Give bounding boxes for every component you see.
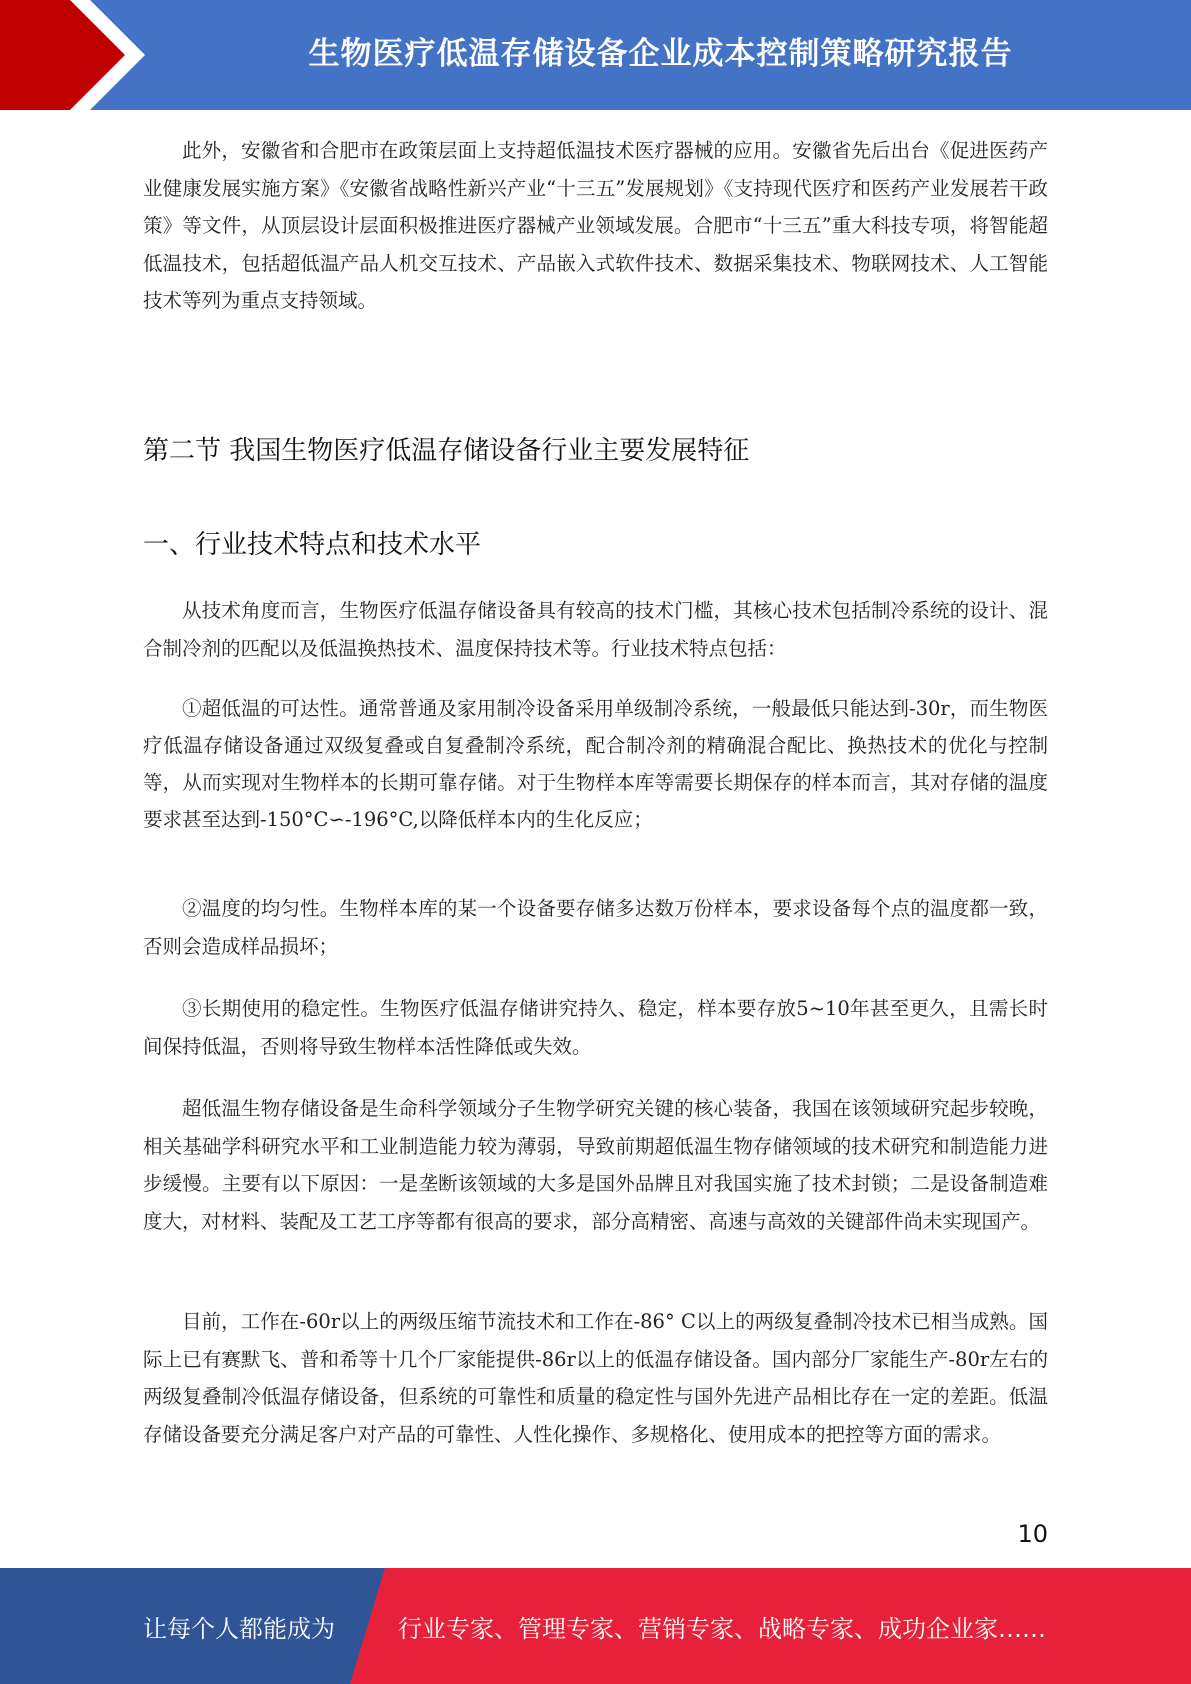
paragraph-p6-block (143, 1303, 1048, 1453)
chevron-logo-icon (0, 0, 160, 110)
paragraph-tech-overview: 从技术角度而言，生物医疗低温存储设备具有较高的技术门槛，其核心技术包括制冷系统的设计、混合制冷剂的匹配以及低温换热技术、温度保持技术等。行业技术特点包括： (143, 599, 1048, 660)
paragraph-current-tech: 目前，工作在-60r以上的两级压缩节流技术和工作在-86° C以上的两级复叠制冷技术已相当成熟。国际上已有赛默飞、普和希等十几个厂家能提供-86r以上的低温存储设备。国内部分厂家能生产-80r左右的两级复叠制冷低温存储设备，但系统的可靠性和质量的稳定性与国外先进产品相比存在一定的差距。低温存储设备要充分满足客户对产品的可靠性、人性化操作、多规格化、使用成本的把控等方面的需求。 (143, 1310, 1048, 1446)
paragraph-p3-block (143, 890, 1048, 965)
paragraph-p1-block (143, 592, 1048, 667)
header-band (0, 0, 1191, 110)
section-title: 第二节 我国生物医疗低温存储设备行业主要发展特征 (143, 436, 750, 466)
paragraph-stability: ③长期使用的稳定性。生物医疗低温存储讲究持久、稳定，样本要存放5~10年甚至更久，且需长时间保持低温，否则将导致生物样本活性降低或失效。 (143, 997, 1048, 1058)
footer-band (0, 1568, 1191, 1684)
paragraph-p4-block (143, 990, 1048, 1065)
paragraph-temp-uniformity: ②温度的均匀性。生物样本库的某一个设备要存储多达数万份样本，要求设备每个点的温度都一致，否则会造成样品损坏； (143, 897, 1048, 958)
page-number: 10 (1017, 1520, 1048, 1548)
footer-slogan-left: 让每个人都能成为 (143, 1614, 335, 1643)
paragraph-domestic-status: 超低温生物存储设备是生命科学领域分子生物学研究关键的核心装备，我国在该领域研究起步较晚，相关基础学科研究水平和工业制造能力较为薄弱，导致前期超低温生物存储领域的技术研究和制造能力进步缓慢。主要有以下原因：一是垄断该领域的大多是国外品牌且对我国实施了技术封锁；二是设备制造难度大，对材料、装配及工艺工序等都有很高的要求，部分高精密、高速与高效的关键部件尚未实现国产。 (143, 1097, 1048, 1233)
paragraph-ultra-low-temp: ①超低温的可达性。通常普通及家用制冷设备采用单级制冷系统，一般最低只能达到-30r，而生物医疗低温存储设备通过双级复叠或自复叠制冷系统，配合制冷剂的精确混合配比、换热技术的优化与控制等，从而实现对生物样本的长期可靠存储。对于生物样本库等需要长期保存的样本而言，其对存储的温度要求甚至达到-150°C∽-196°C,以降低样本内的生化反应； (143, 697, 1048, 831)
subsection-title: 一、行业技术特点和技术水平 (143, 530, 482, 560)
intro-paragraph: 此外，安徽省和合肥市在政策层面上支持超低温技术医疗器械的应用。安徽省先后出台《促进医药产业健康发展实施方案》《安徽省战略性新兴产业“十三五”发展规划》《支持现代医疗和医药产业发展若干政策》等文件，从顶层设计层面积极推进医疗器械产业领域发展。合肥市“十三五”重大科技专项，将智能超低温技术，包括超低温产品人机交互技术、产品嵌入式软件技术、数据采集技术、物联网技术、人工智能技术等列为重点支持领域。 (143, 139, 1048, 312)
intro-block (143, 132, 1048, 320)
report-title: 生物医疗低温存储设备企业成本控制策略研究报告 (308, 35, 1013, 72)
paragraph-p5-block (143, 1090, 1048, 1240)
paragraph-p2-block (143, 690, 1048, 838)
footer-slogan-right: 行业专家、管理专家、营销专家、战略专家、成功企业家…… (398, 1614, 1046, 1643)
